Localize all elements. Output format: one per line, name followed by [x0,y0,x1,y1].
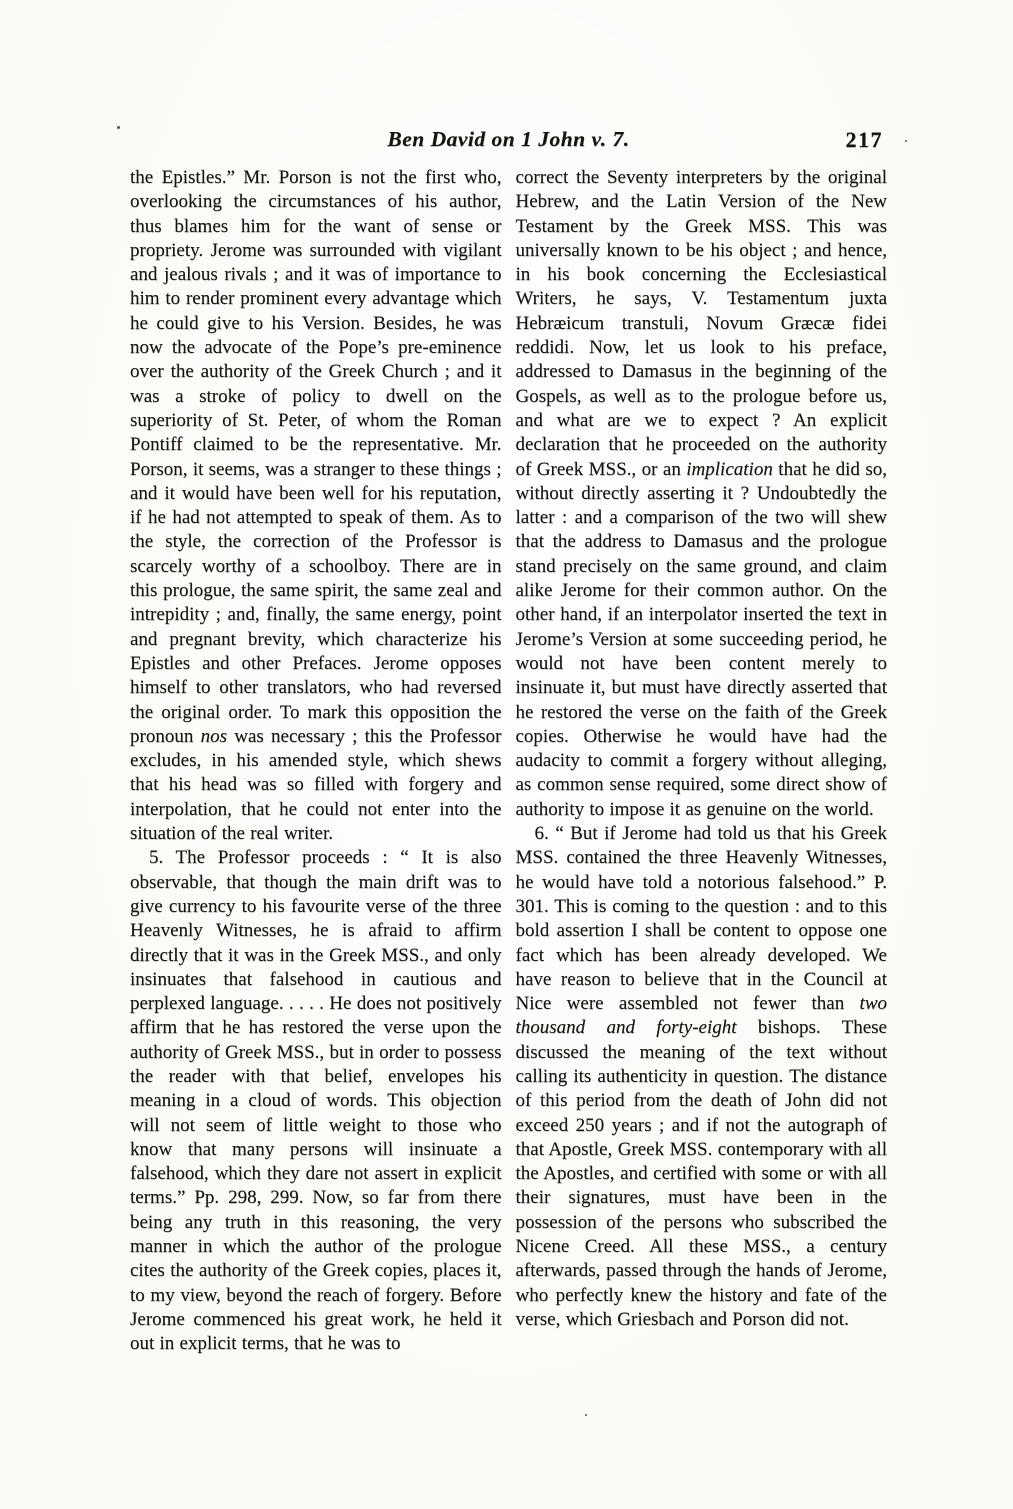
two-column-text-block [130,166,887,1357]
italic-text-run: two thousand and forty-eight [515,993,887,1039]
text-run: the Epistles.” Mr. Porson is not the first who, overlooking the circumstances of his author, thus blames him for the want of sense or propriety. Jerome was surrounded with vigilant and jealous rivals ; and it was of importance to him to render prominent every advantage which he could give to his Version. Besides, he was now the advocate of the Pope’s pre-eminence over the authority of the Greek Church ; and it was a stroke of policy to dwell on the superiority of St. Peter, of whom the Roman Pontiff claimed to be the representative. Mr. Porson, it seems, was a stranger to these things ; and it would have been well for his reputation, if he had not attempted to speak of them. As to the style, the correction of the Professor is scarcely worthy of a schoolboy. There are in this prologue, the same spirit, the same zeal and intrepidity ; and, finally, the same energy, point and pregnant brevity, which characterize his Epistles and other Prefaces. Jerome opposes himself to other translators, who had reversed the original order. To mark this opposition the pronoun [130,167,502,747]
text-run: 6. “ But if Jerome had told us that his Greek MSS. contained the three Heavenly Witnesses, he would have told a notorious falsehood.” P. 301. This is coming to the question : and to this bold assertion I shall be content to oppose one fact which has been already developed. We have reason to believe that in the Council at Nice were assembled not fewer than [515,823,887,1015]
text-run: bishops. These discussed the meaning of the text without calling its authenticity in question. The distance of this period from the death of John did not exceed 250 years ; and if not the autograph of that Apostle, Greek MSS. contemporary with all the Apostles, and certified with some or with all their signatures, must have been in the possession of the persons who subscribed the Nicene Creed. All these MSS., a century afterwards, passed through the hands of Jerome, who perfectly knew the history and fate of the verse, which Griesbach and Porson did not. [515,1017,887,1330]
running-title: Ben David on 1 John v. 7. [387,127,630,151]
text-run: that he did so, without directly asserting it ? Undoubtedly the latter : and a comparison of the two will shew that the address to Damasus and the prologue stand precisely on the same ground, and claim alike Jerome for their common author. On the other hand, if an interpolator inserted the text in Jerome’s Version at some succeeding period, he would not have been content merely to insinuate it, but must have directly asserted that he restored the verse on the faith of the Greek copies. Otherwise he would have had the audacity to commit a forgery without alleging, as common sense required, some direct show of authority to impose it as genuine on the world. [515,458,887,820]
paragraph [130,846,502,1356]
paragraph [130,166,502,846]
text-run: correct the Seventy interpreters by the original Hebrew, and the Latin Version of the New Testament by the Greek MSS. This was universally known to be his object ; and hence, in his book concerning the Ecclesiastical Writers, he says, V. Testamentum juxta Hebræicum transtuli, Novum Græcæ fidei reddidi. Now, let us look to his preface, addressed to Damasus in the beginning of the Gospels, as well as to the prologue before us, and what are we to expect ? An explicit declaration that he proceeded on the authority of Greek MSS., or an [515,167,887,480]
italic-text-run: implication [686,458,773,480]
scan-speck [905,140,907,142]
scan-speck [585,1414,587,1416]
page-header [130,127,887,157]
scan-speck [117,126,120,129]
text-run: 5. The Professor proceeds : “ It is also observable, that though the main drift was to give currency to his favourite verse of the three Heavenly Witnesses, he is afraid to affirm directly that it was in the Greek MSS., and only insinuates that falsehood in cautious and perplexed language. . . . . He does not positively affirm that he has restored the verse upon the authority of Greek MSS., but in order to possess the reader with that belief, envelopes his meaning in a cloud of words. This objection will not seem of little weight to those who know that many persons will insinuate a falsehood, which they dare not assert in explicit terms.” Pp. 298, 299. Now, so far from there being any truth in this reasoning, the very manner in which the author of the prologue cites the authority of the Greek copies, places it, to my view, beyond the reach of forgery. Before Jerome commenced his great work, he held it out in explicit terms, that he was to [130,847,502,1355]
paragraph [516,822,888,1332]
right-column [516,166,888,1357]
italic-text-run: nos [200,725,227,747]
paragraph [516,166,888,822]
text-run: was necessary ; this the Professor excludes, in his amended style, which shews that his head was so filled with forgery and interpolation, that he could not enter into the situation of the real writer. [130,725,502,845]
page-number: 217 [845,127,883,152]
left-column [130,166,502,1357]
